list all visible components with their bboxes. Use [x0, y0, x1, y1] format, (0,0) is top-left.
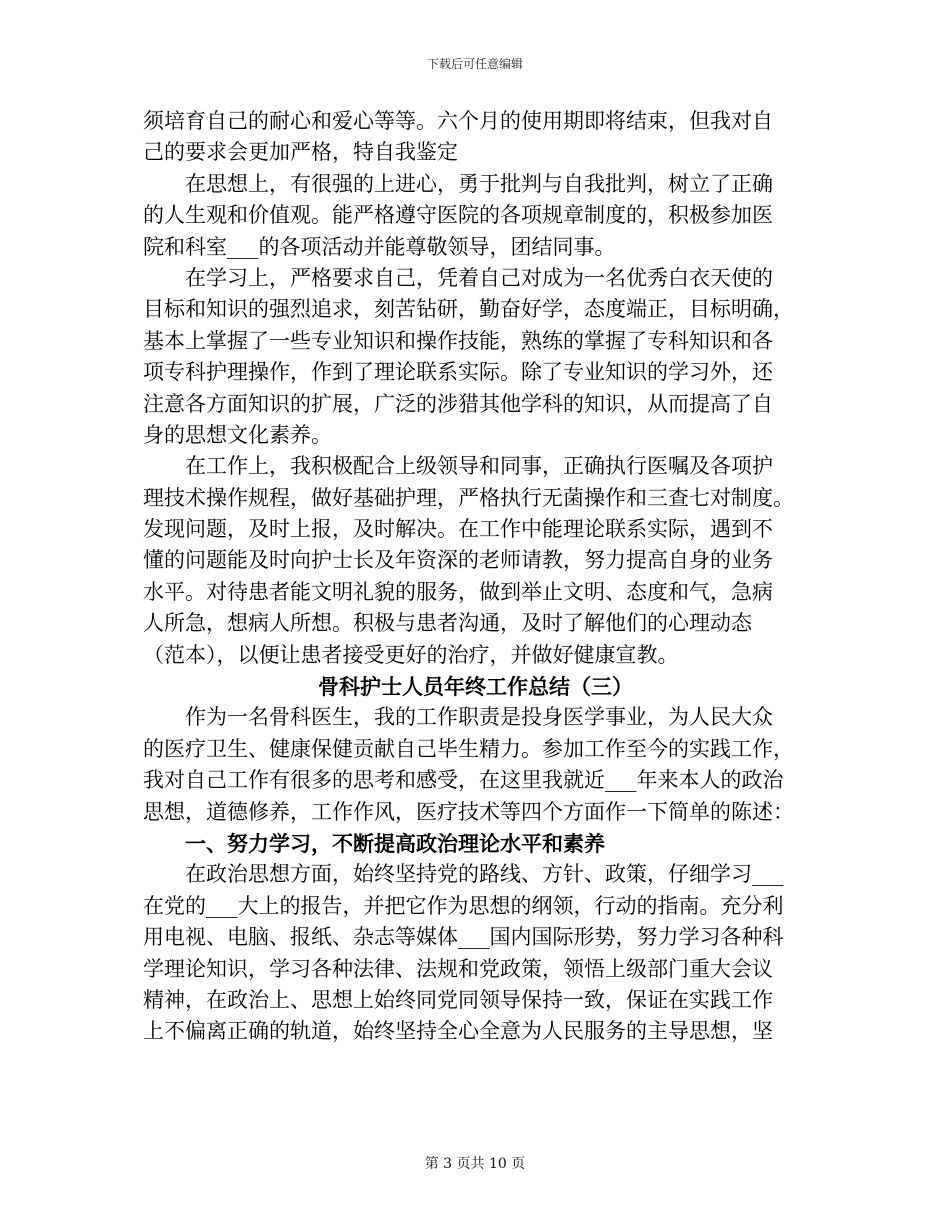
- text-line: 精神，在政治上、思想上始终同党同领导保持一致，保证在实践工作: [143, 987, 773, 1012]
- text-line: 己的要求会更加严格，特自我鉴定: [143, 140, 458, 165]
- paragraph-start-line: 在工作上，我积极配合上级领导和同事，正确执行医嘱及各项护: [185, 454, 773, 479]
- text-line: 目标和知识的强烈追求，刻苦钻研，勤奋好学，态度端正，目标明确，: [143, 297, 794, 322]
- text-line: 身的思想文化素养。: [143, 422, 332, 447]
- paragraph-start-line: 在思想上，有很强的上进心，勇于批判与自我批判，树立了正确: [185, 171, 773, 196]
- text-line: 上不偏离正确的轨道，始终坚持全心全意为人民服务的主导思想，坚: [143, 1019, 773, 1044]
- paragraph-start-line: 在学习上，严格要求自己，凭着自己对成为一名优秀白衣天使的: [185, 265, 773, 290]
- paragraph-start-line: 作为一名骨科医生，我的工作职责是投身医学事业，为人民大众: [185, 705, 773, 730]
- text-line: 须培育自己的耐心和爱心等等。六个月的使用期即将结束，但我对自: [143, 109, 773, 133]
- text-line: 注意各方面知识的扩展，广泛的涉猎其他学科的知识，从而提高了自: [143, 391, 773, 416]
- text-line: 我对自己工作有很多的思考和感受，在这里我就近___年来本人的政治: [143, 768, 784, 793]
- text-line: 水平。对待患者能文明礼貌的服务，做到举止文明、态度和气，急病: [143, 579, 773, 604]
- section-heading: 一、努力学习，不断提高政治理论水平和素养: [185, 830, 605, 856]
- text-line: 基本上掌握了一些专业知识和操作技能，熟练的掌握了专科知识和各: [143, 328, 773, 353]
- page-number: 第 3 页共 10 页: [424, 1156, 526, 1172]
- text-line: 的医疗卫生、健康保健贡献自己毕生精力。参加工作至今的实践工作，: [143, 736, 794, 761]
- text-line: 发现问题，及时上报，及时解决。在工作中能理论联系实际，遇到不: [143, 517, 773, 542]
- section-title: 骨科护士人员年终工作总结（三）: [318, 674, 633, 700]
- header-note: 下载后可任意编辑: [426, 57, 523, 71]
- text-line: 学理论知识，学习各种法律、法规和党政策，领悟上级部门重大会议: [143, 956, 773, 981]
- text-line: 院和科室___的各项活动并能尊敬领导，团结同事。: [143, 234, 616, 259]
- text-line: 人所急，想病人所想。积极与患者沟通，及时了解他们的心理动态: [143, 611, 752, 636]
- text-line: 用电视、电脑、报纸、杂志等媒体___国内国际形势，努力学习各种科: [143, 925, 784, 950]
- document-body: [143, 106, 808, 1048]
- text-line: （范本），以便让患者接受更好的治疗，并做好健康宣教。: [143, 642, 679, 667]
- text-line: 的人生观和价值观。能严格遵守医院的各项规章制度的，积极参加医: [143, 203, 773, 228]
- text-line: 在党的___大上的报告，并把它作为思想的纲领，行动的指南。充分利: [143, 893, 784, 918]
- paragraph-start-line: 在政治思想方面，始终坚持党的路线、方针、政策，仔细学习___: [185, 862, 784, 887]
- text-line: 思想，道德修养，工作作风，医疗技术等四个方面作一下简单的陈述：: [143, 799, 794, 824]
- text-line: 理技术操作规程，做好基础护理，严格执行无菌操作和三查七对制度。: [143, 485, 794, 510]
- text-line: 懂的问题能及时向护士长及年资深的老师请教，努力提高自身的业务: [143, 548, 773, 573]
- text-line: 项专科护理操作，作到了理论联系实际。除了专业知识的学习外，还: [143, 360, 773, 385]
